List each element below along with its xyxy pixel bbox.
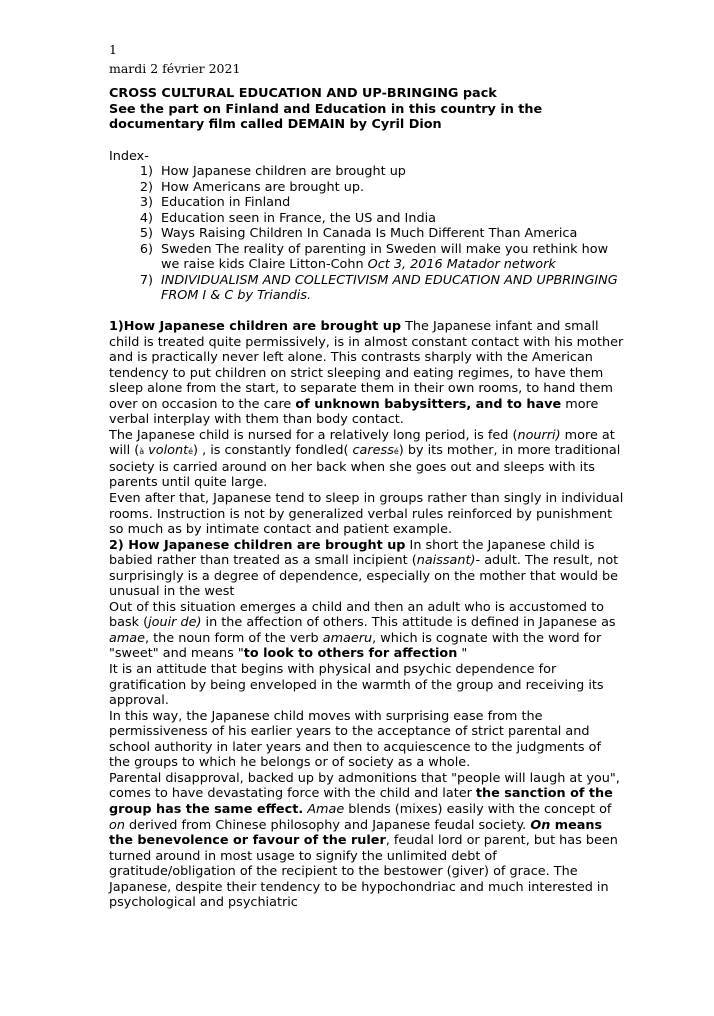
index-italic: INDIVIDUALISM AND COLLECTIVISM AND EDUCATION AND UPBRINGING FROM I & C by Triandis. bbox=[161, 272, 618, 304]
index-text: Education seen in France, the US and India bbox=[161, 210, 436, 226]
index-item bbox=[109, 242, 624, 273]
paragraph: The Japanese child is nursed for a relatively long period, is fed (nourri) more at will (à volonté) , is constantly fondled( caressé) by its mother, in more traditional society is carried around on her back when she goes out and sleeps with its parents until quite large. bbox=[109, 427, 621, 491]
index-text: Education in Finland bbox=[161, 195, 291, 211]
index-number: 1) bbox=[139, 164, 153, 179]
paragraph: In this way, the Japanese child moves with surprising ease from the permissiveness of his earlier years to the acceptance of strict parental and school authority in later years and then to acquiescence to the judgments of the groups to which he belongs or of society as a whole. bbox=[109, 708, 601, 771]
document-body bbox=[109, 319, 624, 911]
title-line-1: CROSS CULTURAL EDUCATION AND UP-BRINGING pack bbox=[109, 86, 497, 101]
index-text: How Americans are brought up. bbox=[161, 179, 365, 195]
section-heading: 2) How Japanese children are brought up bbox=[109, 537, 406, 553]
page-number: 1 bbox=[109, 42, 117, 57]
paragraph: Parental disapproval, backed up by admonitions that "people will laugh at you", comes to have devastating force with the child and later the sanction of the group has the same effect. Amae blends (mixes) easily with the concept of on derived from Chinese philosophy and Japanese feudal society. On means the benevolence or favour of the ruler, feudal lord or parent, but has been turned around in most usage to signify the unlimited debt of gratitude/obligation of the recipient to the bestower (giver) of grace. The Japanese, despite their tendency to be hypochondriac and much interested in psychological and psychiatric bbox=[109, 770, 620, 911]
index-number: 7) bbox=[139, 272, 153, 288]
index-text bbox=[153, 273, 624, 304]
section-heading: 1)How Japanese children are brought up bbox=[109, 319, 402, 334]
index-number: 3) bbox=[139, 195, 153, 211]
index-item bbox=[109, 211, 624, 227]
index-item bbox=[109, 226, 624, 242]
index-italic: Oct 3, 2016 Matador network bbox=[367, 257, 556, 273]
index-text: Sweden The reality of parenting in Sweden will make you rethink how we raise kids Claire Litton-Cohn Oct 3, 2016 Matador network bbox=[161, 241, 609, 273]
index-number: 2) bbox=[139, 179, 153, 195]
document-date: mardi 2 février 2021 bbox=[109, 61, 241, 76]
index-text: How Japanese children are brought up bbox=[161, 164, 406, 179]
index-item bbox=[109, 164, 624, 180]
paragraph: 2) How Japanese children are brought up In short the Japanese child is babied rather than treated as a small incipient (naissant)- adult. The result, not surprisingly is a degree of dependence, especially on the mother that would be unusual in the west bbox=[109, 537, 619, 600]
paragraph: Out of this situation emerges a child and then an adult who is accustomed to bask (jouir de) in the affection of others. This attitude is defined in Japanese as amae, the noun form of the verb amaeru, which is cognate with the word for "sweet" and means "to look to others for affection " bbox=[109, 599, 616, 662]
index-item bbox=[109, 273, 624, 304]
index-text: Ways Raising Children In Canada Is Much Different Than America bbox=[161, 226, 578, 242]
paragraph: It is an attitude that begins with physical and psychic dependence for gratification by being enveloped in the warmth of the group and receiving its approval. bbox=[109, 662, 604, 709]
index-item bbox=[109, 180, 624, 196]
index-number: 6) bbox=[139, 241, 153, 257]
index-item bbox=[109, 195, 624, 211]
index-number: 4) bbox=[139, 210, 153, 226]
title-line-2: See the part on Finland and Education in this country in the documentary film called DEMAIN by Cyril Dion bbox=[109, 101, 543, 133]
paragraph: Even after that, Japanese tend to sleep in groups rather than singly in individual rooms. Instruction is not by generalized verbal rules reinforced by punishment so much as by intimate contact and patient example. bbox=[109, 491, 624, 538]
document-title bbox=[109, 86, 624, 133]
index-number: 5) bbox=[139, 226, 153, 242]
index-list bbox=[109, 164, 624, 304]
paragraph: 1)How Japanese children are brought up The Japanese infant and small child is treated quite permissively, is in almost constant contact with his mother and is practically never left alone. This contrasts sharply with the American tendency to put children on strict sleeping and eating regimes, to have them sleep alone from the start, to separate them in their own rooms, to hand them over on occasion to the care of unknown babysitters, and to have more verbal interplay with them than body contact. bbox=[109, 319, 624, 428]
index-label: Index- bbox=[109, 149, 149, 164]
